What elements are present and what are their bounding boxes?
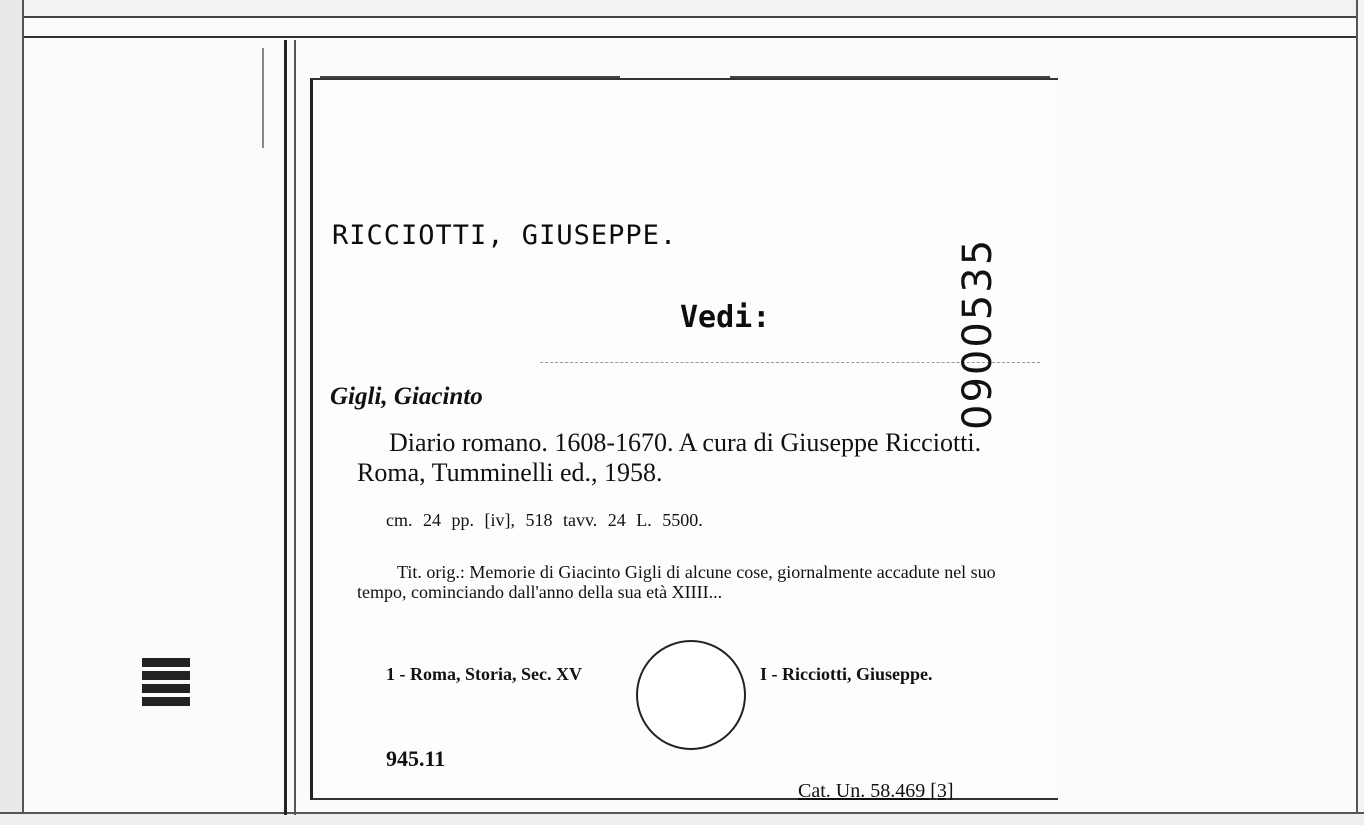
class-number: 945.11 xyxy=(386,746,446,771)
card-heading: RICCIOTTI, GIUSEPPE. xyxy=(332,220,678,251)
scan-frame-bottom xyxy=(0,812,1364,825)
scan-frame-top xyxy=(0,0,1364,18)
scan-frame-rule xyxy=(20,36,1364,38)
card-stack-edge xyxy=(262,48,286,148)
title-statement: Diario romano. 1608-1670. A cura di Giuseppe Ricciotti. Roma, Tumminelli ed., 1958. xyxy=(357,428,982,487)
side-stamp-mark xyxy=(142,658,190,720)
added-entry: I - Ricciotti, Giuseppe. xyxy=(760,664,933,684)
subject-heading: 1 - Roma, Storia, Sec. XV xyxy=(386,664,582,684)
scan-frame-right xyxy=(1356,0,1364,823)
original-title-note: Tit. orig.: Memorie di Giacinto Gigli di alcune cose, giornalmente accadute nel suo tempo, cominciando dall'anno della sua età XIIII... xyxy=(357,562,996,602)
catalog-reference: Cat. Un. 58.469 [3] xyxy=(798,780,954,802)
separator-tab-edge xyxy=(320,52,620,78)
scan-frame-left xyxy=(0,0,24,823)
see-reference-label: Vedi: xyxy=(680,300,771,335)
punch-hole xyxy=(636,640,746,750)
collation-line: cm. 24 pp. [iv], 518 tavv. 24 L. 5500. xyxy=(386,510,703,530)
author-entry: Gigli, Giacinto xyxy=(330,383,483,410)
serial-number: 0900535 xyxy=(955,237,1001,430)
separator-tab-edge xyxy=(730,52,1050,78)
card-stack-edge xyxy=(294,40,308,815)
